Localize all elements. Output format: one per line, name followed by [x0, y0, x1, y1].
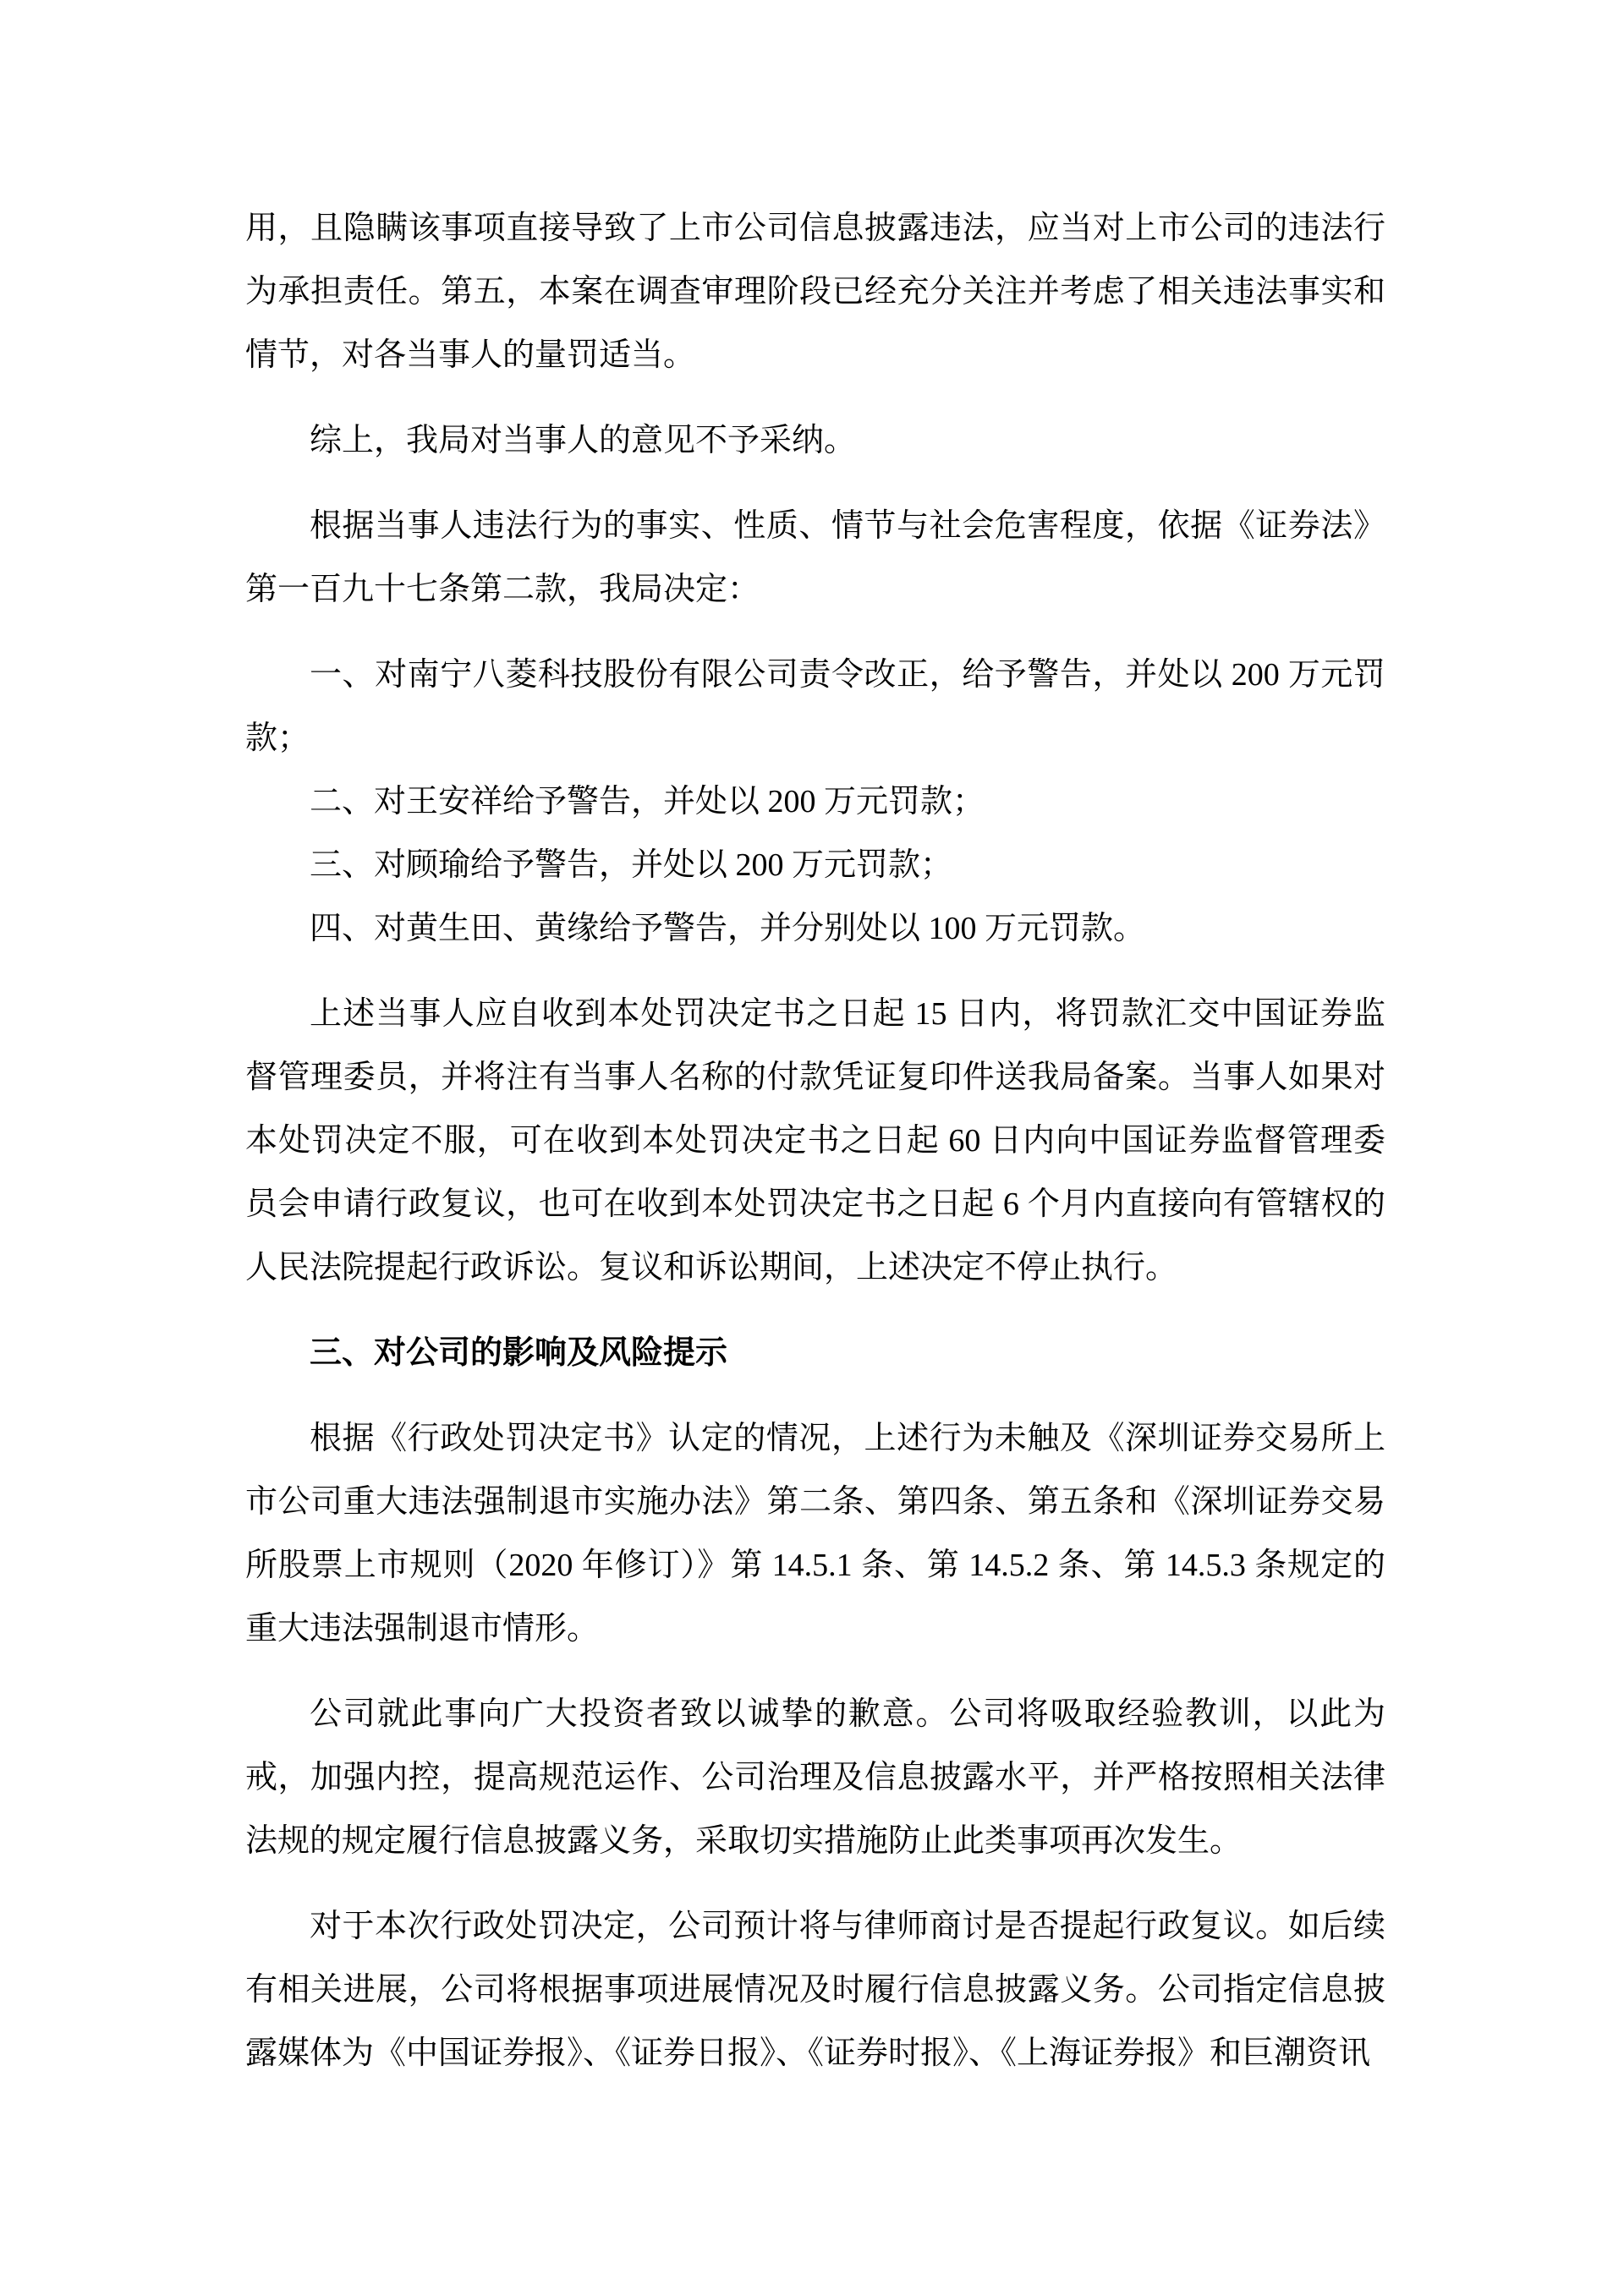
- delisting-assessment-paragraph: 根据《行政处罚决定书》认定的情况，上述行为未触及《深圳证券交易所上市公司重大违法强制退市实施办法》第二条、第四条、第五条和《深圳证券交易所股票上市规则（2020 年修订）》第 14.5.1 条、第 14.5.2 条、第 14.5.3 条规定的重大违法强制退市情形。: [245, 1421, 1385, 1647]
- followup-disclosure-paragraph: 对于本次行政处罚决定，公司预计将与律师商讨是否提起行政复议。如后续有相关进展，公司将根据事项进展情况及时履行信息披露义务。公司指定信息披露媒体为《中国证券报》、《证券日报》、《证券时报》、《上海证券报》和巨潮资讯: [245, 1909, 1385, 2071]
- conclusion-paragraph: 综上，我局对当事人的意见不予采纳。: [310, 423, 857, 458]
- decision-basis-paragraph: 根据当事人违法行为的事实、性质、情节与社会危害程度，依据《证券法》第一百九十七条第二款，我局决定：: [245, 508, 1385, 607]
- penalty-item-2: 二、对王安祥给予警告，并处以 200 万元罚款；: [310, 784, 985, 819]
- penalty-item-1: 一、对南宁八菱科技股份有限公司责令改正，给予警告，并处以 200 万元罚款；: [245, 657, 1385, 756]
- apology-paragraph: 公司就此事向广大投资者致以诚挚的歉意。公司将吸取经验教训，以此为戒，加强内控，提高规范运作、公司治理及信息披露水平，并严格按照相关法律法规的规定履行信息披露义务，采取切实措施防止此类事项再次发生。: [245, 1696, 1385, 1859]
- penalty-item-4: 四、对黄生田、黄缘给予警告，并分别处以 100 万元罚款。: [310, 911, 1146, 946]
- penalty-item-3: 三、对顾瑜给予警告，并处以 200 万元罚款；: [310, 847, 953, 883]
- payment-appeal-paragraph: 上述当事人应自收到本处罚决定书之日起 15 日内，将罚款汇交中国证券监督管理委员，并将注有当事人名称的付款凭证复印件送我局备案。当事人如果对本处罚决定不服，可在收到本处罚决定书之日起 60 日内向中国证券监督管理委员会申请行政复议，也可在收到本处罚决定书之日起 6 个月内直接向有管辖权的人民法院提起行政诉讼。复议和诉讼期间，上述决定不停止执行。: [245, 996, 1385, 1285]
- section-heading: 三、对公司的影响及风险提示: [310, 1335, 728, 1371]
- carryover-paragraph: 用，且隐瞒该事项直接导致了上市公司信息披露违法，应当对上市公司的违法行为承担责任。第五，本案在调查审理阶段已经充分关注并考虑了相关违法事实和情节，对各当事人的量罚适当。: [245, 211, 1385, 373]
